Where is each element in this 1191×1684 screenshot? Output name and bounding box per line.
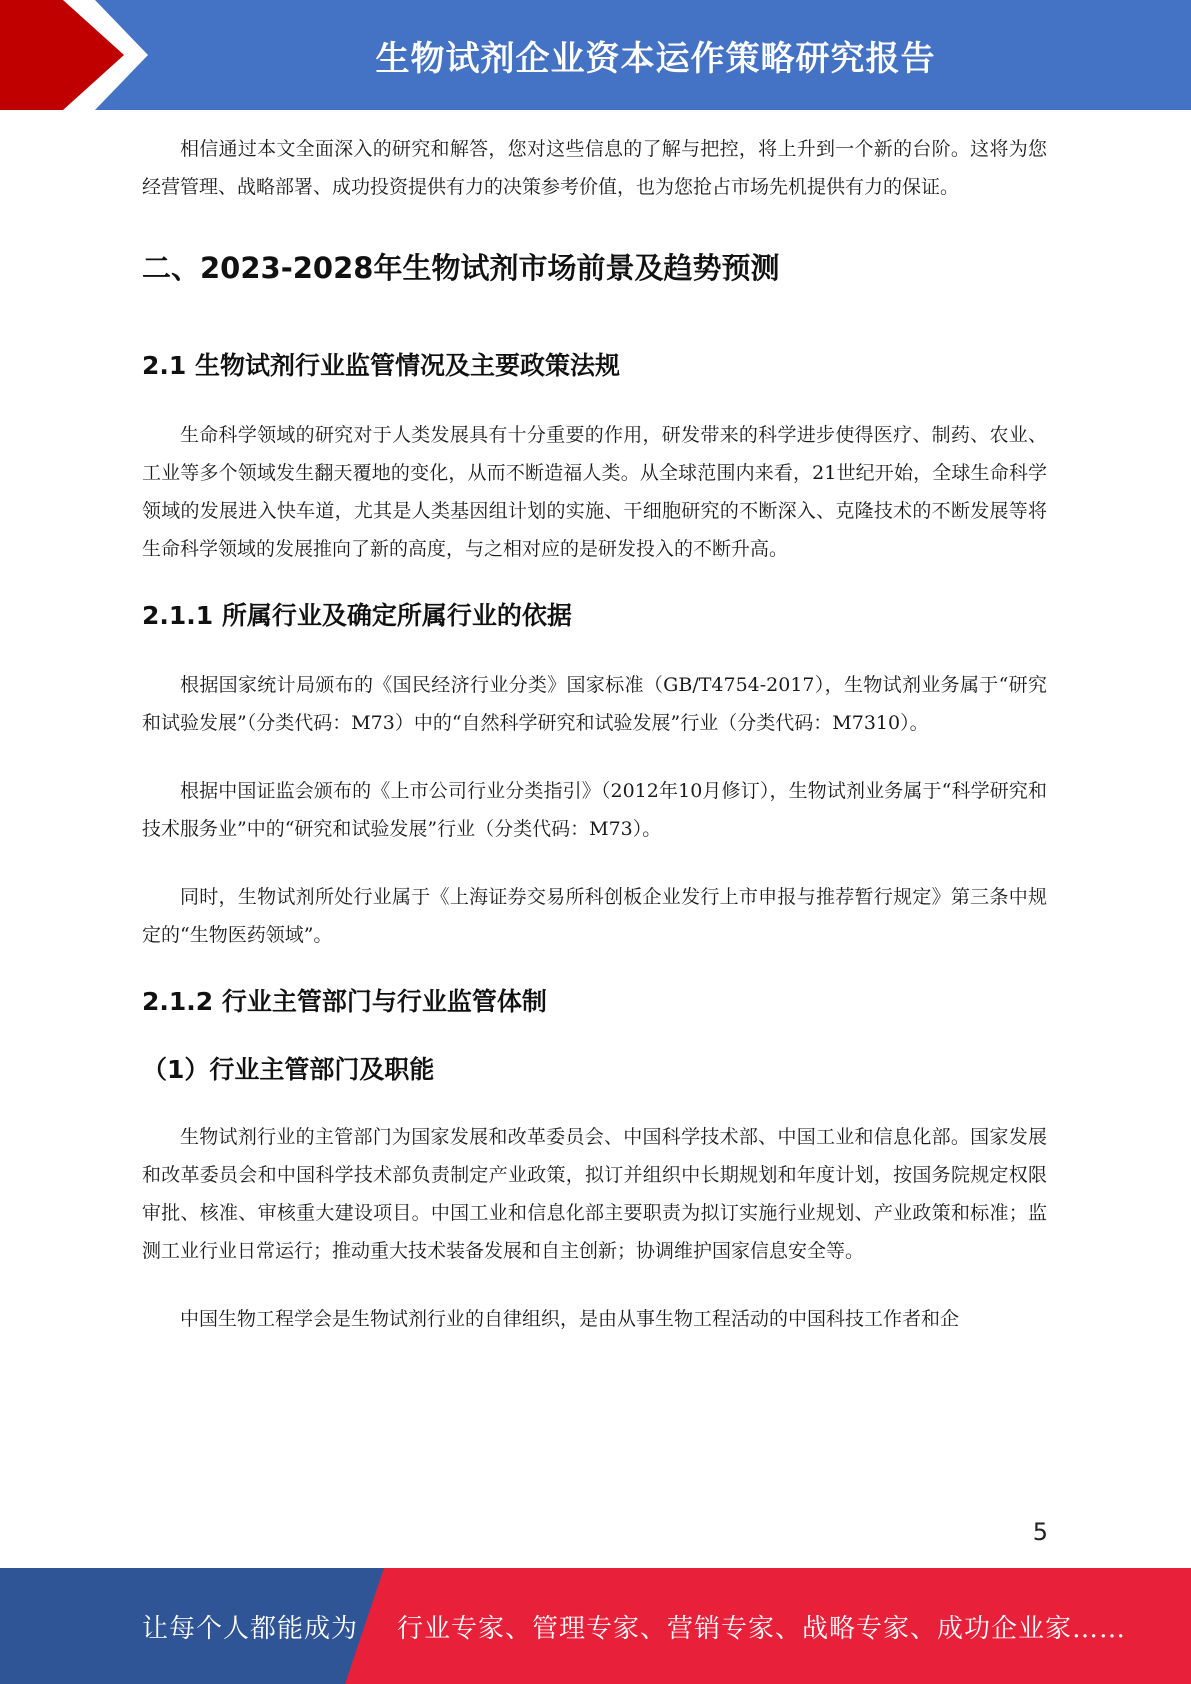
footer-slogan-right: 行业专家、管理专家、营销专家、战略专家、成功企业家…… bbox=[397, 1613, 1127, 1644]
page-content bbox=[142, 130, 1047, 1338]
section-2-1-1-heading: 2.1.1 所属行业及确定所属行业的依据 bbox=[142, 601, 572, 630]
subsection-1-heading: （1）行业主管部门及职能 bbox=[142, 1055, 435, 1084]
subsection-1-paragraph-2: 中国生物工程学会是生物试剂行业的自律组织，是由从事生物工程活动的中国科技工作者和企 bbox=[180, 1308, 960, 1330]
section-2-1-2-heading: 2.1.2 行业主管部门与行业监管体制 bbox=[142, 987, 547, 1016]
section-2-1-1-paragraph-1: 根据国家统计局颁布的《国民经济行业分类》国家标准（GB/T4754-2017），生物试剂业务属于“研究和试验发展”（分类代码：M73）中的“自然科学研究和试验发展”行业（分类代码：M7310）。 bbox=[142, 674, 1047, 734]
footer-slogan-left: 让每个人都能成为 bbox=[142, 1613, 359, 1644]
page-footer bbox=[0, 1568, 1191, 1684]
intro-paragraph: 相信通过本文全面深入的研究和解答，您对这些信息的了解与把控，将上升到一个新的台阶。这将为您经营管理、战略部署、成功投资提供有力的决策参考价值，也为您抢占市场先机提供有力的保证。 bbox=[142, 138, 1047, 198]
page-number: 5 bbox=[1032, 1518, 1048, 1546]
section-2-1-paragraph: 生命科学领域的研究对于人类发展具有十分重要的作用，研发带来的科学进步使得医疗、制药、农业、工业等多个领域发生翻天覆地的变化，从而不断造福人类。从全球范围内来看，21世纪开始，全球生命科学领域的发展进入快车道，尤其是人类基因组计划的实施、干细胞研究的不断深入、克隆技术的不断发展等将生命科学领域的发展推向了新的高度，与之相对应的是研发投入的不断升高。 bbox=[142, 424, 1047, 560]
section-2-1-heading: 2.1 生物试剂行业监管情况及主要政策法规 bbox=[142, 351, 620, 380]
page-header bbox=[0, 0, 1191, 110]
section-2-1-1-paragraph-3: 同时，生物试剂所处行业属于《上海证券交易所科创板企业发行上市申报与推荐暂行规定》第三条中规定的“生物医药领域”。 bbox=[142, 886, 1047, 946]
report-title: 生物试剂企业资本运作策略研究报告 bbox=[375, 38, 936, 79]
chapter-heading: 二、2023-2028年生物试剂市场前景及趋势预测 bbox=[142, 251, 780, 285]
section-2-1-1-paragraph-2: 根据中国证监会颁布的《上市公司行业分类指引》（2012年10月修订），生物试剂业务属于“科学研究和技术服务业”中的“研究和试验发展”行业（分类代码：M73）。 bbox=[142, 780, 1047, 840]
subsection-1-paragraph-1: 生物试剂行业的主管部门为国家发展和改革委员会、中国科学技术部、中国工业和信息化部。国家发展和改革委员会和中国科学技术部负责制定产业政策，拟订并组织中长期规划和年度计划，按国务院规定权限审批、核准、审核重大建设项目。中国工业和信息化部主要职责为拟订实施行业规划、产业政策和标准；监测工业行业日常运行；推动重大技术装备发展和自主创新；协调维护国家信息安全等。 bbox=[142, 1126, 1047, 1262]
